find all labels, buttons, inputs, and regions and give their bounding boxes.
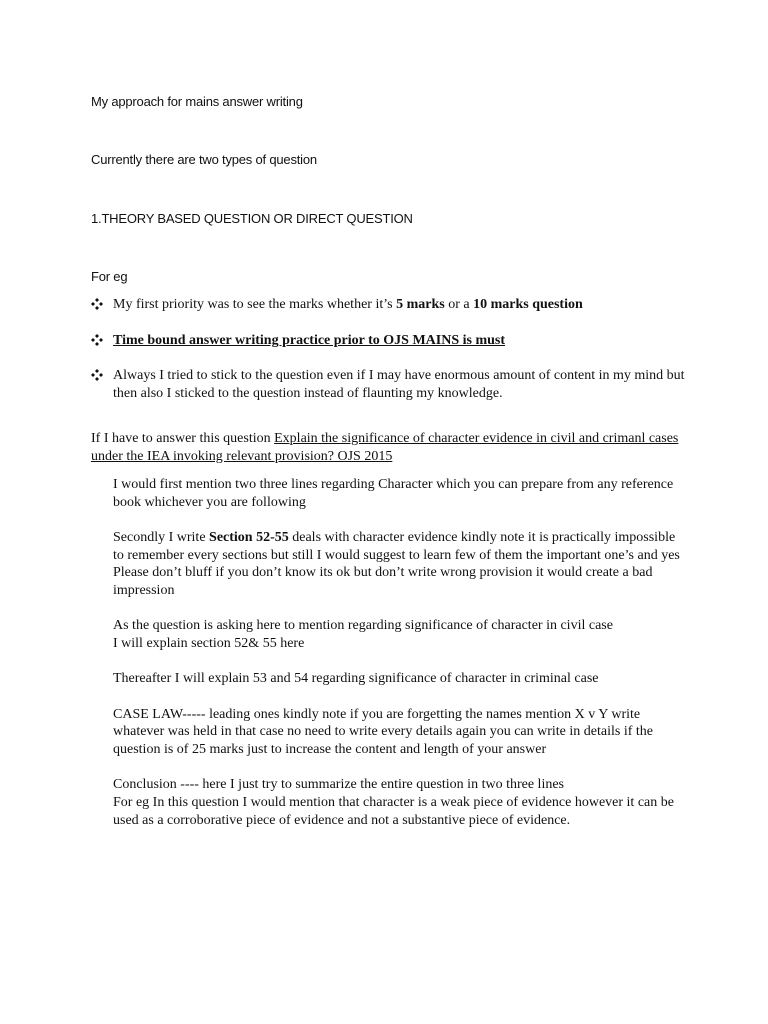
para-conclusion-line3: used as a corroborative piece of evidence and not a substantive piece of evidence. bbox=[113, 813, 571, 828]
underlined-bold-text: Time bound answer writing practice prior to OJS MAINS is must bbox=[113, 333, 506, 348]
diamond-bullet-icon bbox=[91, 298, 103, 310]
para-first-mention-line2: book whichever you are following bbox=[113, 495, 306, 510]
bullet-text: or a bbox=[444, 297, 474, 312]
para-caselaw-line1: CASE LAW----- leading ones kindly note if you are forgetting the names mention X v Y write bbox=[113, 707, 641, 722]
para-conclusion-line1: Conclusion ---- here I just try to summarize the entire question in two three lines bbox=[113, 777, 564, 792]
bullet-text: My first priority was to see the marks whether it’s bbox=[113, 297, 397, 312]
para-civil-line1: As the question is asking here to mention regarding significance of character in civil case bbox=[113, 618, 613, 633]
para-first-mention-line1: I would first mention two three lines regarding Character which you can prepare from any reference bbox=[113, 477, 674, 492]
question-line2 bbox=[91, 448, 392, 466]
bullet-item-marks bbox=[113, 296, 583, 314]
para-section-line2: to remember every sections but still I would suggest to learn few of them the important one’s and yes bbox=[113, 548, 680, 563]
bullet-item-stick-line1: Always I tried to stick to the question even if I may have enormous amount of content in my mind but bbox=[113, 368, 685, 383]
bullet-item-stick-line2: then also I sticked to the question instead of flaunting my knowledge. bbox=[113, 386, 503, 401]
para-section-line3: Please don’t bluff if you don’t know its ok but don’t write wrong provision it would create a bad bbox=[113, 565, 653, 580]
for-eg-label: For eg bbox=[91, 269, 128, 284]
para-section-line1 bbox=[113, 529, 675, 547]
bold-text: 10 marks question bbox=[473, 297, 583, 312]
para-text: Secondly I write bbox=[113, 530, 210, 545]
question-underlined: under the IEA invoking relevant provision? OJS 2015 bbox=[91, 449, 393, 464]
diamond-bullet-icon bbox=[91, 334, 103, 346]
para-civil-line2: I will explain section 52& 55 here bbox=[113, 636, 305, 651]
diamond-bullet-icon bbox=[91, 369, 103, 381]
bold-text: Section 52-55 bbox=[209, 530, 289, 545]
para-section-line4: impression bbox=[113, 583, 175, 598]
question-line1 bbox=[91, 430, 678, 448]
page-heading: My approach for mains answer writing bbox=[91, 94, 303, 109]
para-criminal-line1: Thereafter I will explain 53 and 54 regarding significance of character in criminal case bbox=[113, 671, 599, 686]
question-type-heading: 1.THEORY BASED QUESTION OR DIRECT QUESTION bbox=[91, 211, 413, 226]
para-caselaw-line2: whatever was held in that case no need to write every details again you can write in details if the bbox=[113, 724, 653, 739]
para-caselaw-line3: question is of 25 marks just to increase the content and length of your answer bbox=[113, 742, 547, 757]
bold-text: 5 marks bbox=[396, 297, 445, 312]
question-prefix: If I have to answer this question bbox=[91, 431, 275, 446]
question-underlined: Explain the significance of character evidence in civil and crimanl cases bbox=[274, 431, 679, 446]
para-text: deals with character evidence kindly note it is practically impossible bbox=[288, 530, 676, 545]
bullet-item-practice bbox=[113, 332, 505, 350]
intro-text: Currently there are two types of question bbox=[91, 152, 317, 167]
para-conclusion-line2: For eg In this question I would mention that character is a weak piece of evidence however it can be bbox=[113, 795, 674, 810]
